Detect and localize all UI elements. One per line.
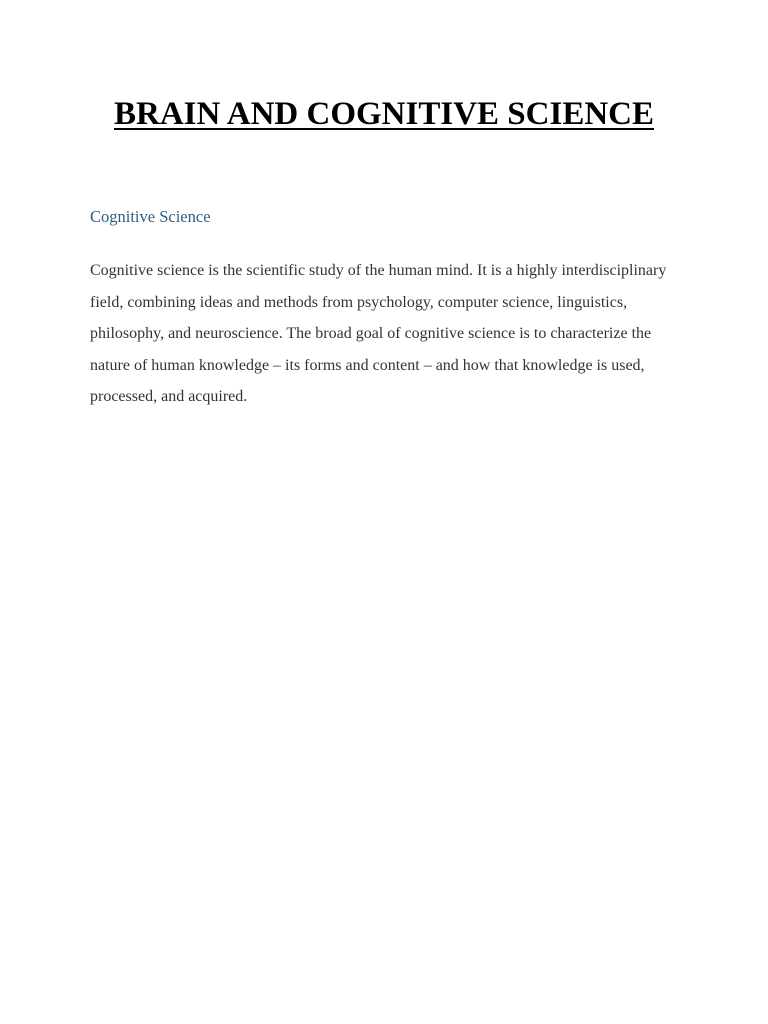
section-heading: Cognitive Science bbox=[90, 207, 211, 226]
document-title-text: BRAIN AND COGNITIVE SCIENCE bbox=[113, 96, 655, 132]
document-title bbox=[0, 92, 768, 136]
body-paragraph: Cognitive science is the scientific study of the human mind. It is a highly interdisciplinary field, combining ideas and methods from psychology, computer science, linguistics, philosophy, and neuroscience. The broad goal of cognitive science is to characterize the nature of human knowledge – its forms and content – and how that knowledge is used, processed, and acquired. bbox=[90, 262, 667, 405]
